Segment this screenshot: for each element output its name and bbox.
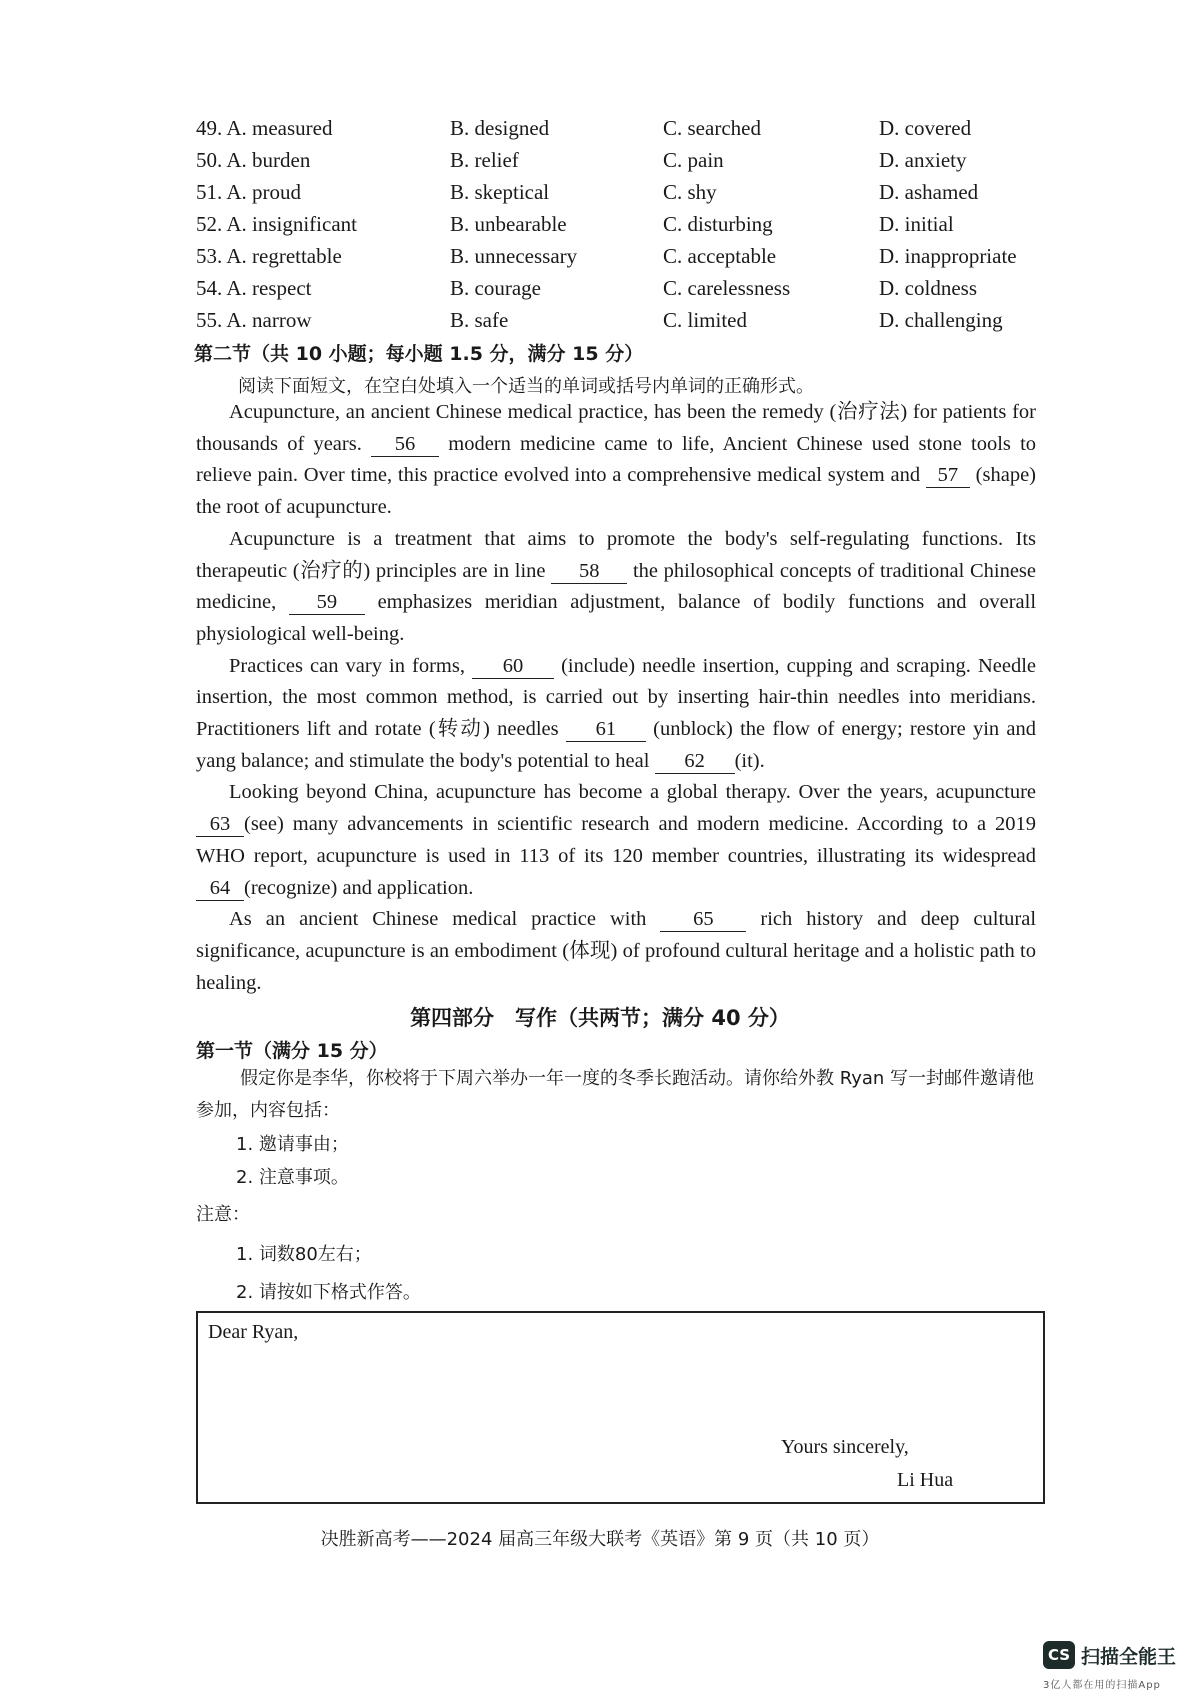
paragraph-1: Acupuncture, an ancient Chinese medical practice, has been the remedy (治疗法) for patients for thousands of years. 56 modern medicine came to life, Ancient Chinese used stone tools to relieve pain. Over time, this practice evolved into a comprehensive medical system and 57 (shape) the root of acupuncture. [196, 401, 1037, 519]
option-c: C. disturbing [663, 212, 773, 236]
task-item: 1. 邀请事由； [236, 1134, 349, 1155]
letter-greeting: Dear Ryan, [208, 1321, 299, 1343]
watermark-tagline: 3亿人都在用的扫描App [1043, 1680, 1161, 1691]
watermark-name: 扫描全能王 [1081, 1646, 1177, 1668]
note-item: 2. 请按如下格式作答。 [236, 1282, 421, 1303]
blank-65: 65 [660, 907, 746, 932]
paragraph-2: Acupuncture is a treatment that aims to promote the body's self-regulating functions. Its therapeutic (治疗的) principles are in line 58 the philosophical concepts of traditional Chinese medicine, 59 emphasizes meridian adjustment, balance of bodily functions and overall physiological well-being. [196, 527, 1037, 645]
paragraph-3: Practices can vary in forms, 60 (include) needle insertion, cupping and scraping. Needle insertion, the most common method, is carried out by inserting hair-thin needles into meridians. Practitioners lift and rotate (转动) needles 61 (unblock) the flow of energy; restore yin and yang balance; and stimulate the body's potential to heal 62 (it). [196, 654, 1037, 772]
blank-57: 57 [926, 463, 970, 488]
note-label: 注意： [196, 1204, 250, 1225]
blank-60: 60 [472, 654, 554, 679]
option-c: C. carelessness [663, 276, 791, 300]
option-a: 50. A. burden [196, 148, 311, 172]
blank-56: 56 [371, 432, 439, 457]
option-a: 51. A. proud [196, 180, 301, 204]
option-d: D. ashamed [879, 180, 979, 204]
option-row-52 [196, 208, 1056, 240]
option-a: 53. A. regrettable [196, 244, 342, 268]
option-d: D. inappropriate [879, 244, 1017, 268]
option-d: D. challenging [879, 308, 1003, 332]
paragraph-5: As an ancient Chinese medical practice with 65 rich history and deep cultural significance, acupuncture is an embodiment (体现) of profound cultural heritage and a holistic path to healing. [196, 908, 1037, 994]
option-d: D. coldness [879, 276, 977, 300]
blank-62: 62 [655, 749, 735, 774]
option-c: C. pain [663, 148, 724, 172]
option-d: D. initial [879, 212, 954, 236]
cs-logo-icon: CS [1043, 1641, 1075, 1669]
option-b: B. unnecessary [450, 244, 578, 268]
section-instruction: 阅读下面短文，在空白处填入一个适当的单词或括号内单词的正确形式。 [238, 376, 814, 397]
option-row-51 [196, 176, 1056, 208]
option-a: 54. A. respect [196, 276, 312, 300]
option-b: B. designed [450, 116, 550, 140]
writing-task [196, 1063, 1036, 1127]
part-title: 第四部分 写作（共两节；满分 40 分） [410, 1006, 790, 1030]
option-a: 52. A. insignificant [196, 212, 357, 236]
blank-61: 61 [566, 717, 646, 742]
option-row-54 [196, 272, 1056, 304]
passage [196, 397, 1036, 999]
answer-options [196, 112, 1056, 336]
option-row-49 [196, 112, 1056, 144]
option-d: D. covered [879, 116, 972, 140]
option-b: B. safe [450, 308, 509, 332]
blank-63: 63 [196, 812, 244, 837]
option-row-50 [196, 144, 1056, 176]
blank-58: 58 [551, 559, 627, 584]
option-d: D. anxiety [879, 148, 967, 172]
option-c: C. searched [663, 116, 761, 140]
option-c: C. limited [663, 308, 747, 332]
option-b: B. skeptical [450, 180, 550, 204]
letter-template-box [196, 1311, 1045, 1504]
blank-59: 59 [289, 590, 365, 615]
option-b: B. relief [450, 148, 519, 172]
option-b: B. courage [450, 276, 541, 300]
task-item: 2. 注意事项。 [236, 1167, 349, 1188]
paragraph-4: Looking beyond China, acupuncture has become a global therapy. Over the years, acupuncture 63 (see) many advancements in scientific research and modern medicine. According to a 2019 WHO report, acupuncture is used in 113 of its 120 member countries, illustrating its widespread 64 (recognize) and application. [196, 781, 1036, 899]
letter-closing: Yours sincerely, [781, 1436, 909, 1458]
option-row-53 [196, 240, 1056, 272]
option-c: C. shy [663, 180, 717, 204]
section-heading: 第二节（共 10 小题；每小题 1.5 分，满分 15 分） [194, 343, 644, 365]
option-a: 55. A. narrow [196, 308, 312, 332]
letter-signature: Li Hua [897, 1469, 954, 1491]
option-row-55 [196, 304, 1056, 336]
blank-64: 64 [196, 876, 244, 901]
option-a: 49. A. measured [196, 116, 333, 140]
option-b: B. unbearable [450, 212, 567, 236]
note-item: 1. 词数80左右； [236, 1244, 372, 1265]
task-description: 假定你是李华，你校将于下周六举办一年一度的冬季长跑活动。请你给外教 Ryan 写一封邮件邀请他参加，内容包括： [196, 1068, 1035, 1121]
section-heading: 第一节（满分 15 分） [196, 1040, 388, 1062]
option-c: C. acceptable [663, 244, 777, 268]
page-footer: 决胜新高考——2024 届高三年级大联考《英语》第 9 页（共 10 页） [320, 1529, 880, 1550]
